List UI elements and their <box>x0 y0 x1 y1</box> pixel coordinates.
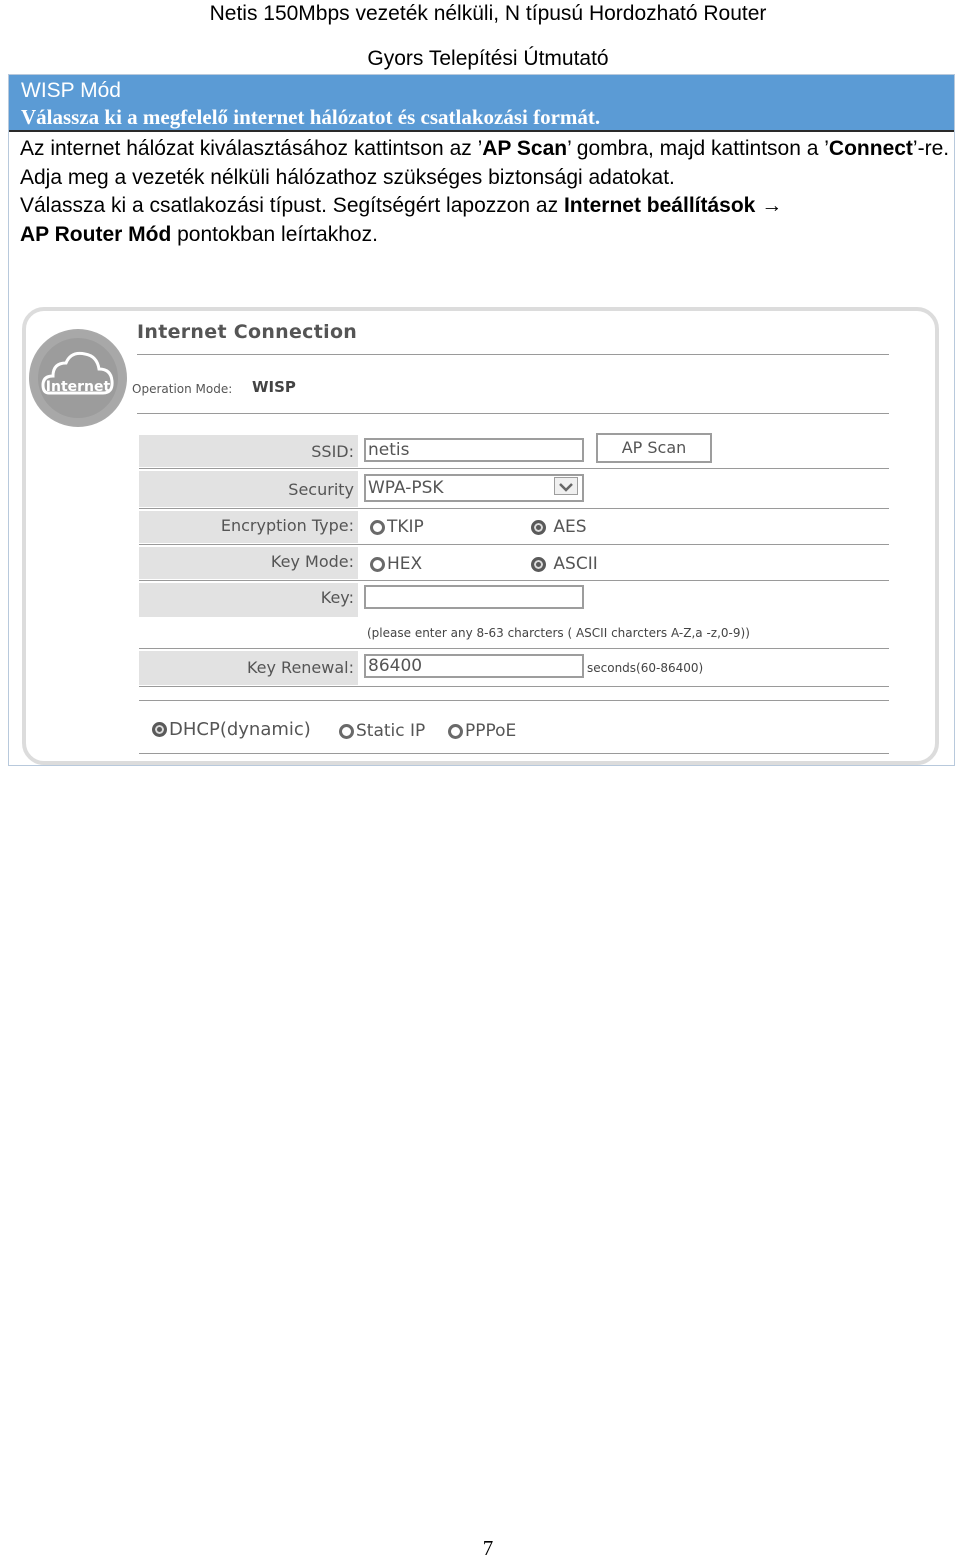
encryption-row <box>139 511 358 543</box>
internet-connection-title: Internet Connection <box>137 321 358 343</box>
divider <box>139 580 889 581</box>
section-subheading: Válassza ki a megfelelő internet hálózatot és csatlakozási formát. <box>21 105 601 129</box>
radio-off-icon <box>370 520 385 535</box>
divider <box>139 508 889 509</box>
instruction-paragraph-1: Az internet hálózat kiválasztásához kattintson az ’AP Scan’ gombra, majd kattintson a ’Connect’-re. <box>20 137 950 160</box>
key-input[interactable] <box>364 585 584 609</box>
key-mode-ascii-radio[interactable]: ASCII <box>531 554 598 574</box>
ssid-label: SSID: <box>311 442 354 461</box>
internet-cloud-icon <box>29 329 127 427</box>
radio-off-icon <box>339 724 354 739</box>
ap-scan-button[interactable]: AP Scan <box>596 433 712 463</box>
key-mode-row <box>139 547 358 579</box>
connection-dhcp-radio[interactable]: DHCP(dynamic) <box>152 719 311 740</box>
connection-static-ip-radio[interactable]: Static IP <box>339 721 425 741</box>
document-subtitle: Gyors Telepítési Útmutató <box>367 47 609 70</box>
arrow-right-icon: → <box>761 194 783 217</box>
radio-off-icon <box>448 724 463 739</box>
instruction-paragraph-3: Válassza ki a csatlakozási típust. Segítségért lapozzon az Internet beállítások → AP Router Mód pontokban leírtakhoz. <box>20 194 783 246</box>
instructions-text <box>20 135 950 249</box>
divider <box>137 354 889 355</box>
key-mode-label: Key Mode: <box>270 552 354 571</box>
key-renewal-unit: seconds(60-86400) <box>587 661 704 675</box>
key-mode-hex-radio[interactable]: HEX <box>370 554 422 574</box>
page-number: 7 <box>482 1536 494 1557</box>
radio-on-icon <box>531 520 546 535</box>
security-row <box>139 471 358 507</box>
operation-mode-value: WISP <box>252 378 296 396</box>
instruction-paragraph-2: Adja meg a vezeték nélküli hálózathoz szükséges biztonsági adatokat. <box>20 165 675 189</box>
divider <box>139 648 889 649</box>
radio-off-icon <box>370 557 385 572</box>
divider <box>139 544 889 545</box>
security-value: WPA-PSK <box>368 478 444 498</box>
key-renewal-input[interactable]: 86400 <box>364 654 584 678</box>
connection-pppoe-radio[interactable]: PPPoE <box>448 721 516 741</box>
encryption-type-label: Encryption Type: <box>220 516 354 535</box>
ssid-row <box>139 435 358 467</box>
divider <box>139 686 889 687</box>
divider <box>139 700 889 701</box>
encryption-tkip-radio[interactable]: TKIP <box>370 517 424 537</box>
security-select[interactable] <box>364 474 584 502</box>
internet-badge-label: Internet <box>45 379 111 395</box>
security-label: Security <box>288 480 354 499</box>
divider <box>139 753 889 754</box>
key-hint: (please enter any 8-63 charcters ( ASCII charcters A-Z,a -z,0-9)) <box>367 626 750 640</box>
chevron-down-icon[interactable] <box>554 477 578 495</box>
document-title: Netis 150Mbps vezeték nélküli, N típusú Hordozható Router <box>209 2 767 25</box>
ssid-input[interactable]: netis <box>364 438 584 462</box>
router-config-screenshot <box>22 307 939 765</box>
encryption-aes-radio[interactable]: AES <box>531 517 587 537</box>
radio-on-icon <box>152 722 167 737</box>
divider <box>137 413 889 414</box>
key-renewal-label: Key Renewal: <box>246 658 354 677</box>
radio-on-icon <box>531 557 546 572</box>
key-row <box>139 583 358 617</box>
key-renewal-row <box>139 651 358 685</box>
section-heading: WISP Mód <box>21 79 121 102</box>
key-label: Key: <box>320 588 354 607</box>
operation-mode-label: Operation Mode: <box>132 382 233 396</box>
divider <box>139 468 889 469</box>
section-header <box>9 75 954 132</box>
